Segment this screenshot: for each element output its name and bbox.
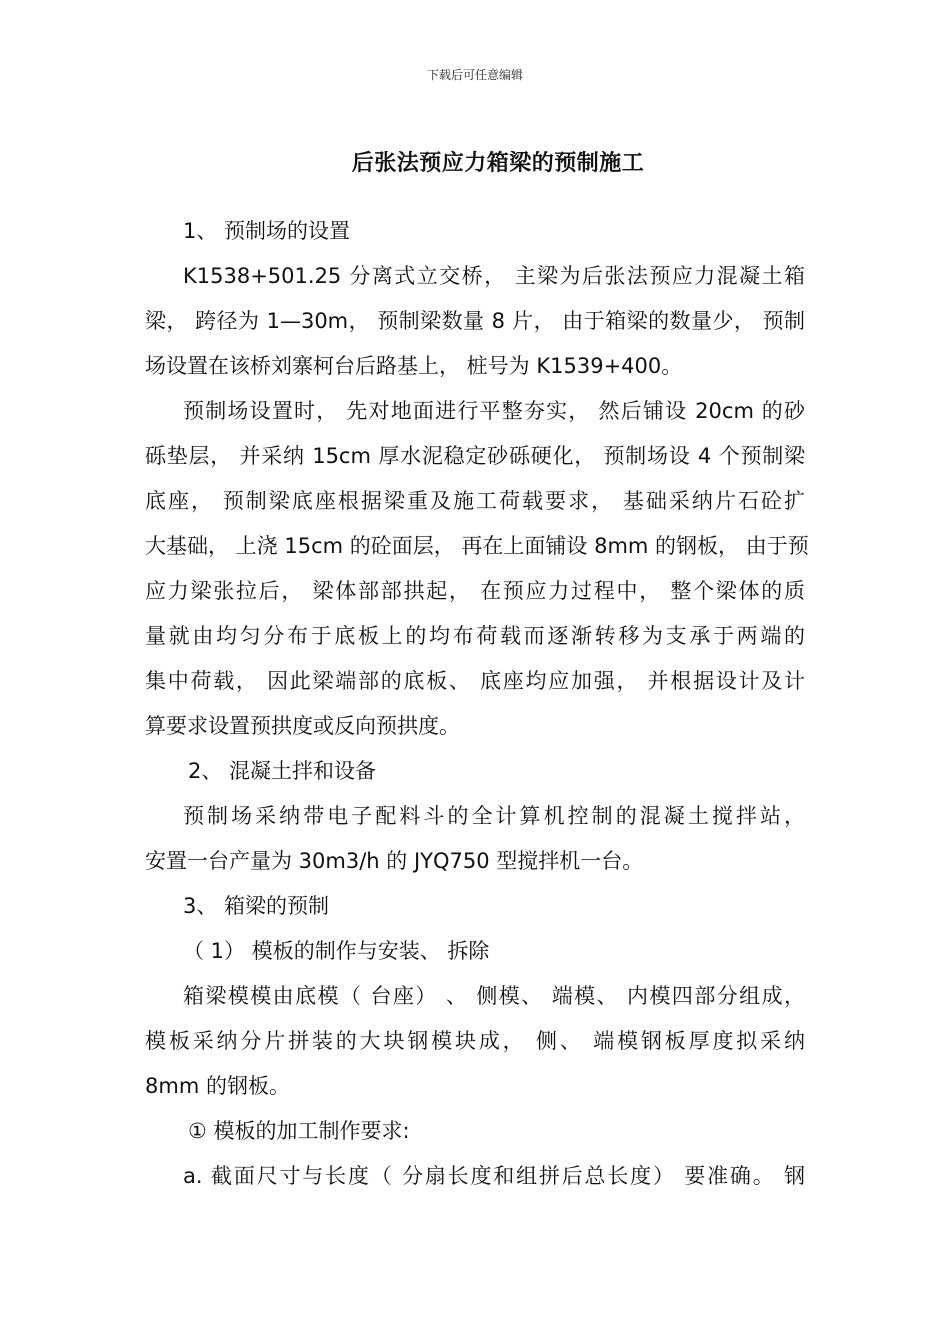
list-heading: ① 模板的加工制作要求: — [188, 1119, 410, 1143]
section-heading-1: 1、 预制场的设置 — [183, 219, 351, 243]
paragraph-line: 安置一台产量为 30m3/h 的 JYQ750 型搅拌机一台。 — [145, 849, 644, 873]
document-title: 后张法预应力箱梁的预制施工 — [351, 151, 645, 176]
paragraph-line: 集中荷载， 因此梁端部的底板、 底座均应加强， 并根据设计及计 — [145, 669, 805, 693]
paragraph-line: 预制场设置时， 先对地面进行平整夯实， 然后铺设 20cm 的砂 — [183, 399, 805, 423]
paragraph-line: 大基础， 上浇 15cm 的砼面层， 再在上面铺设 8mm 的钢板， 由于预 — [145, 534, 809, 558]
section-heading-3: 3、 箱梁的预制 — [183, 894, 330, 918]
paragraph-line: K1538+501.25 分离式立交桥， 主梁为后张法预应力混凝土箱 — [183, 264, 805, 288]
paragraph-line: 应力梁张拉后， 梁体部部拱起， 在预应力过程中， 整个梁体的质 — [145, 579, 805, 603]
paragraph-line: 箱梁模模由底模（ 台座） 、 侧模、 端模、 内模四部分组成， — [183, 984, 805, 1008]
paragraph-line: 量就由均匀分布于底板上的均布荷载而逐渐转移为支承于两端的 — [145, 624, 805, 648]
subsection-heading: （ 1） 模板的制作与安装、 拆除 — [183, 939, 490, 963]
paragraph-line: 8mm 的钢板。 — [145, 1074, 290, 1098]
paragraph-line: 梁， 跨径为 1—30m， 预制梁数量 8 片， 由于箱梁的数量少， 预制 — [145, 309, 805, 333]
header-note: 下载后可任意编辑 — [426, 68, 523, 82]
paragraph-line: 砾垫层， 并采纳 15cm 厚水泥稳定砂砾硬化， 预制场设 4 个预制梁 — [145, 444, 805, 468]
paragraph-line: 模板采纳分片拼装的大块钢模块成， 侧、 端模钢板厚度拟采纳 — [145, 1029, 805, 1053]
section-heading-2: 2、 混凝土拌和设备 — [188, 759, 377, 783]
paragraph-line: 底座， 预制梁底座根据梁重及施工荷载要求， 基础采纳片石砼扩 — [145, 489, 805, 513]
paragraph-line: 场设置在该桥刘寨柯台后路基上， 桩号为 K1539+400。 — [145, 354, 683, 378]
paragraph-line: a. 截面尺寸与长度（ 分扇长度和组拼后总长度） 要准确。 钢 — [183, 1164, 805, 1188]
paragraph-line: 算要求设置预拱度或反向预拱度。 — [145, 714, 460, 738]
paragraph-line: 预制场采纳带电子配料斗的全计算机控制的混凝土搅拌站， — [183, 804, 805, 828]
